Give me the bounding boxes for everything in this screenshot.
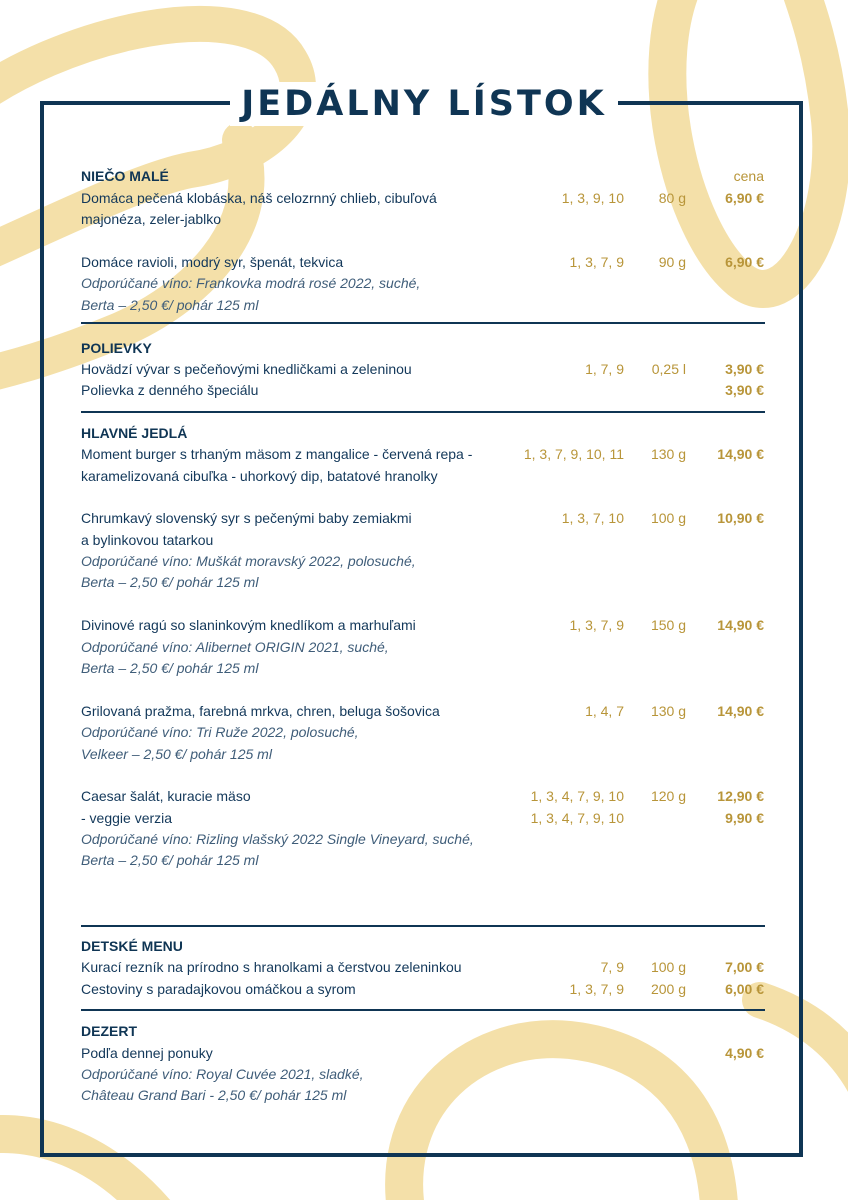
item-name-cont: karamelizovaná cibuľka - uhorkový dip, batatové hranolky xyxy=(81,468,438,484)
wine-price: Berta – 2,50 €/ pohár 125 ml xyxy=(81,574,259,590)
item-weight: 100 g xyxy=(650,959,686,975)
section-divider xyxy=(81,322,765,324)
item-price: 4,90 € xyxy=(725,1045,764,1061)
item-price: 3,90 € xyxy=(725,361,764,377)
item-allergens: 1, 4, 7 xyxy=(585,703,624,719)
item-price: 14,90 € xyxy=(717,617,764,633)
wine-recommendation: Odporúčané víno: Rizling vlašský 2022 Single Vineyard, suché, xyxy=(81,831,474,847)
wine-recommendation: Odporúčané víno: Royal Cuvée 2021, sladké, xyxy=(81,1066,364,1082)
item-name-cont: majonéza, zeler-jablko xyxy=(81,211,222,227)
item-weight: 90 g xyxy=(658,254,686,270)
item-weight: 200 g xyxy=(650,981,686,997)
item-name: Podľa dennej ponuky xyxy=(81,1045,213,1061)
item-name: Moment burger s trhaným mäsom z mangalice - červená repa - xyxy=(81,446,473,462)
wine-price: Berta – 2,50 €/ pohár 125 ml xyxy=(81,852,259,868)
item-allergens: 1, 3, 7, 9 xyxy=(569,617,624,633)
wine-recommendation: Odporúčané víno: Frankovka modrá rosé 2022, suché, xyxy=(81,275,421,291)
section-divider xyxy=(81,925,765,927)
section-title-kids: DETSKÉ MENU xyxy=(81,938,183,954)
item-weight: 100 g xyxy=(650,510,686,526)
item-allergens: 1, 3, 4, 7, 9, 10 xyxy=(530,788,624,804)
item-name: Domáce ravioli, modrý syr, špenát, tekvica xyxy=(81,254,344,270)
item-weight: 0,25 l xyxy=(651,361,686,377)
section-divider xyxy=(81,1009,765,1011)
item-allergens: 1, 3, 9, 10 xyxy=(561,190,624,206)
item-price: 14,90 € xyxy=(717,703,764,719)
item-weight: 130 g xyxy=(650,446,686,462)
wine-price: Château Grand Bari - 2,50 €/ pohár 125 ml xyxy=(81,1087,347,1103)
item-price: 14,90 € xyxy=(717,446,764,462)
item-name: Polievka z denného špeciálu xyxy=(81,382,259,398)
section-title-soups: POLIEVKY xyxy=(81,340,152,356)
section-title-dessert: DEZERT xyxy=(81,1023,137,1039)
wine-recommendation: Odporúčané víno: Alibernet ORIGIN 2021, suché, xyxy=(81,639,389,655)
section-divider xyxy=(81,411,765,413)
item-weight: 120 g xyxy=(650,788,686,804)
item-variant-price: 9,90 € xyxy=(725,810,764,826)
item-name: Grilovaná pražma, farebná mrkva, chren, beluga šošovica xyxy=(81,703,440,719)
section-title-small: NIEČO MALÉ xyxy=(81,168,169,184)
wine-recommendation: Odporúčané víno: Tri Ruže 2022, polosuché, xyxy=(81,724,359,740)
item-allergens: 1, 7, 9 xyxy=(585,361,624,377)
item-weight: 80 g xyxy=(658,190,686,206)
item-name: Hovädzí vývar s pečeňovými knedličkami a zeleninou xyxy=(81,361,412,377)
item-price: 6,90 € xyxy=(725,254,764,270)
item-name: Domáca pečená klobáska, náš celozrnný chlieb, cibuľová xyxy=(81,190,437,206)
item-name: Cestoviny s paradajkovou omáčkou a syrom xyxy=(81,981,356,997)
item-name: Chrumkavý slovenský syr s pečenými baby zemiakmi xyxy=(81,510,412,526)
wine-price: Berta – 2,50 €/ pohár 125 ml xyxy=(81,297,259,313)
item-price: 6,00 € xyxy=(725,981,764,997)
item-name: Kurací rezník na prírodno s hranolkami a čerstvou zeleninkou xyxy=(81,959,462,975)
item-price: 12,90 € xyxy=(717,788,764,804)
item-price: 3,90 € xyxy=(725,382,764,398)
item-allergens: 1, 3, 7, 10 xyxy=(561,510,624,526)
item-name: Caesar šalát, kuracie mäso xyxy=(81,788,251,804)
wine-price: Velkeer – 2,50 €/ pohár 125 ml xyxy=(81,746,272,762)
item-price: 10,90 € xyxy=(717,510,764,526)
item-price: 6,90 € xyxy=(725,190,764,206)
item-allergens: 1, 3, 7, 9 xyxy=(569,254,624,270)
section-title-main: HLAVNÉ JEDLÁ xyxy=(81,425,188,441)
item-allergens: 7, 9 xyxy=(600,959,624,975)
wine-price: Berta – 2,50 €/ pohár 125 ml xyxy=(81,660,259,676)
item-name-cont: a bylinkovou tatarkou xyxy=(81,532,214,548)
item-weight: 130 g xyxy=(650,703,686,719)
item-price: 7,00 € xyxy=(725,959,764,975)
item-allergens: 1, 3, 7, 9 xyxy=(569,981,624,997)
price-header: cena xyxy=(733,168,764,184)
item-weight: 150 g xyxy=(650,617,686,633)
menu-title: JEDÁLNY LÍSTOK xyxy=(230,82,618,126)
item-name: Divinové ragú so slaninkovým knedlíkom a marhuľami xyxy=(81,617,416,633)
item-allergens: 1, 3, 7, 9, 10, 11 xyxy=(523,446,624,462)
wine-recommendation: Odporúčané víno: Muškát moravský 2022, polosuché, xyxy=(81,553,416,569)
item-variant-allergens: 1, 3, 4, 7, 9, 10 xyxy=(530,810,624,826)
item-variant: - veggie verzia xyxy=(81,810,173,826)
